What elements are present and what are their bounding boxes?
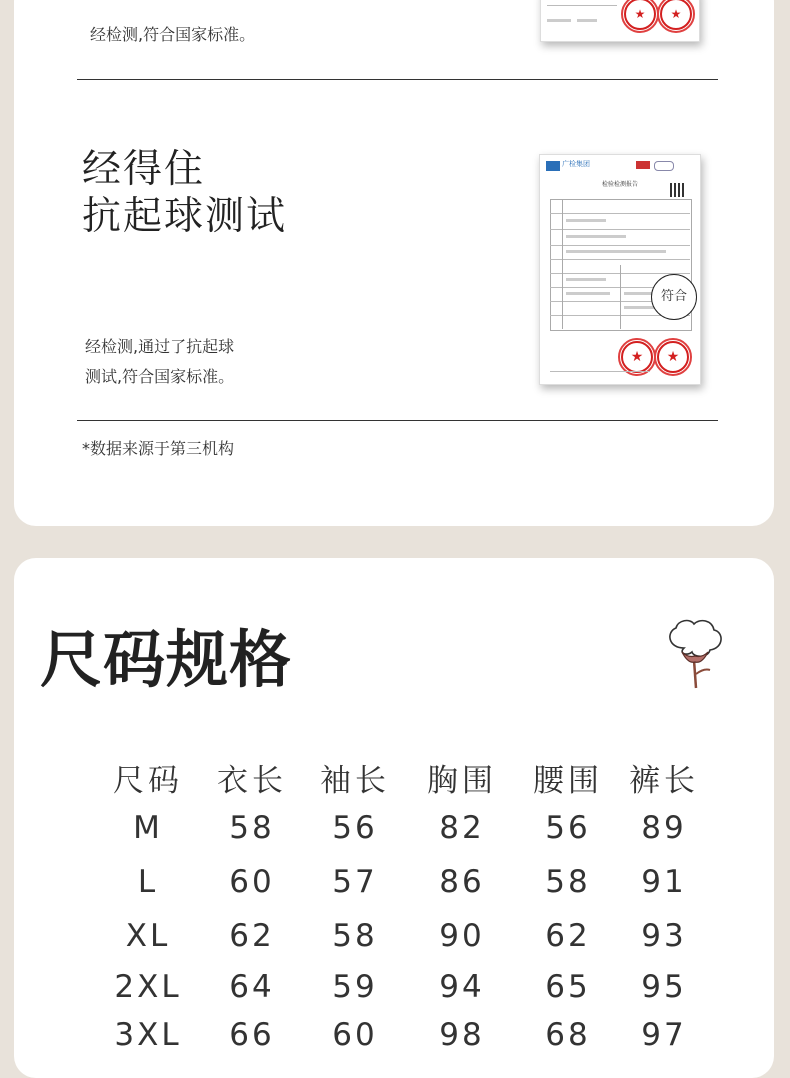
size-label-cell: L bbox=[137, 864, 159, 900]
size-value-cell: 93 bbox=[641, 918, 687, 954]
size-label-cell: 2XL bbox=[114, 969, 182, 1005]
size-label-cell: 3XL bbox=[114, 1017, 182, 1053]
size-value-cell: 60 bbox=[332, 1017, 378, 1053]
size-value-cell: 57 bbox=[332, 864, 378, 900]
size-value-cell: 89 bbox=[641, 810, 687, 846]
report-header: 检验检测报告 bbox=[602, 181, 639, 188]
report-org-name: 广检集团 bbox=[562, 160, 590, 168]
size-table-header: 裤长 bbox=[629, 763, 699, 799]
size-table-header: 袖长 bbox=[320, 763, 390, 799]
size-value-cell: 97 bbox=[641, 1017, 687, 1053]
pilling-test-title: 经得住 抗起球测试 bbox=[82, 147, 288, 239]
size-value-cell: 59 bbox=[332, 969, 378, 1005]
size-value-cell: 68 bbox=[545, 1017, 591, 1053]
qr-code-icon bbox=[670, 183, 684, 197]
size-label-cell: M bbox=[133, 810, 163, 846]
size-value-cell: 86 bbox=[439, 864, 485, 900]
test-report-image-top bbox=[540, 0, 700, 42]
size-table-header: 腰围 bbox=[533, 763, 603, 799]
section-divider bbox=[77, 79, 718, 80]
size-value-cell: 58 bbox=[545, 864, 591, 900]
report-logo-icon bbox=[546, 161, 560, 171]
size-value-cell: 98 bbox=[439, 1017, 485, 1053]
size-value-cell: 82 bbox=[439, 810, 485, 846]
size-value-cell: 65 bbox=[545, 969, 591, 1005]
size-value-cell: 66 bbox=[229, 1017, 275, 1053]
size-table-header: 尺码 bbox=[113, 763, 183, 799]
test-report-image bbox=[539, 154, 701, 385]
size-chart-title: 尺码规格 bbox=[40, 623, 293, 696]
conform-stamp: 符合 bbox=[651, 274, 697, 320]
size-value-cell: 58 bbox=[229, 810, 275, 846]
previous-section-caption: 经检测,符合国家标准。 bbox=[90, 25, 256, 44]
cotton-flower-icon bbox=[664, 618, 726, 692]
size-label-cell: XL bbox=[125, 918, 171, 954]
size-value-cell: 60 bbox=[229, 864, 275, 900]
red-seal-icon: ★ bbox=[624, 0, 656, 30]
size-table-header: 胸围 bbox=[427, 763, 497, 799]
data-source-footnote: *数据来源于第三机构 bbox=[82, 439, 235, 458]
size-value-cell: 62 bbox=[545, 918, 591, 954]
pilling-test-description: 经检测,通过了抗起球 测试,符合国家标准。 bbox=[85, 337, 235, 386]
size-value-cell: 58 bbox=[332, 918, 378, 954]
section-divider bbox=[77, 420, 718, 421]
size-value-cell: 90 bbox=[439, 918, 485, 954]
size-value-cell: 56 bbox=[332, 810, 378, 846]
red-seal-icon: ★ bbox=[657, 341, 689, 373]
size-value-cell: 64 bbox=[229, 969, 275, 1005]
size-value-cell: 95 bbox=[641, 969, 687, 1005]
size-table-header: 衣长 bbox=[217, 763, 287, 799]
size-value-cell: 56 bbox=[545, 810, 591, 846]
size-value-cell: 62 bbox=[229, 918, 275, 954]
size-value-cell: 91 bbox=[641, 864, 687, 900]
size-value-cell: 94 bbox=[439, 969, 485, 1005]
red-seal-icon: ★ bbox=[660, 0, 692, 30]
red-seal-icon: ★ bbox=[621, 341, 653, 373]
